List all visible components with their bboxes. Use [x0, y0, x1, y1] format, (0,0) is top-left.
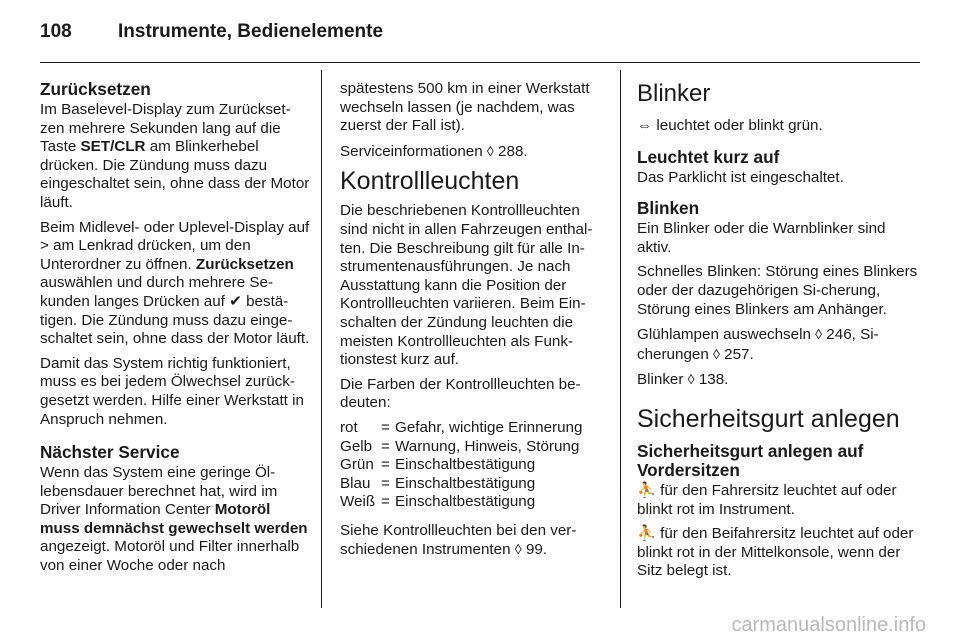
- column-3: [637, 80, 922, 587]
- paragraph-kontrollleuchten: Die beschriebenen Kontrollleuchten sind nicht in allen Fahrzeugen enthal-ten. Die Beschreibung gilt für alle In-strumentenausführungen. Je nach Ausstattung kann die Position der Kontrollleuchten variieren. Beim Ein-schalten der Zündung leuchten die meisten Kontrollleuchten als Funk-tionstest kurz auf.: [340, 202, 593, 369]
- checkmark-icon: ✔: [229, 292, 242, 310]
- column-divider-2: [620, 70, 621, 608]
- paragraph-blinker-gruen: ⇔ leuchtet oder blinkt grün.: [637, 117, 823, 134]
- page-ref-icon: ◊: [486, 142, 494, 159]
- paragraph-midlevel: Beim Midlevel- oder Uplevel-Display auf > am Lenkrad drücken, um den Unterordner zu öffnen. Zurücksetzen auswählen und durch mehrere Se-kunden langes Drücken auf ✔ bestä-tigen. Die Zündung muss dazu einge-schaltet sein, ohne dass der Motor läuft.: [40, 218, 310, 348]
- message-motoroel: Motoröl muss demnächst gewechselt werden: [40, 501, 308, 537]
- paragraph-fahrersitz: ⛹ für den Fahrersitz leuchtet auf oder blinkt rot im Instrument.: [637, 481, 897, 518]
- paragraph-serviceinfo: Serviceinformationen ◊ 288.: [340, 142, 528, 160]
- paragraph-werkstatt: spätestens 500 km in einer Werkstatt wechseln lassen (je nachdem, was zuerst der Fall ist).: [340, 80, 590, 135]
- page-ref-99[interactable]: 99: [525, 541, 543, 559]
- column-divider-1: [321, 70, 322, 608]
- seatbelt-passenger-icon: ⛹: [637, 525, 656, 543]
- page-ref-icon: ◊: [687, 371, 695, 388]
- paragraph-schnelles-blinken: Schnelles Blinken: Störung eines Blinkers oder der dazugehörigen Si-cherung, Störung eines Blinkers am Anhänger.: [637, 263, 918, 318]
- turn-signal-icon: ⇔: [637, 117, 653, 134]
- table-row: Grün = Einschaltbestätigung: [340, 456, 536, 474]
- page-ref-246[interactable]: 246: [826, 326, 852, 344]
- menu-item-zuruecksetzen: Zurücksetzen: [195, 255, 294, 273]
- heading-naechster-service: Nächster Service: [40, 442, 180, 463]
- table-row: Blau = Einschaltbestätigung: [340, 474, 536, 492]
- column-1: [40, 80, 312, 582]
- table-row: Weiß = Einschaltbestätigung: [340, 493, 536, 511]
- chevron-right-icon: >: [40, 237, 49, 255]
- page-ref-icon: ◊: [514, 541, 522, 558]
- paragraph-instrumente: Siehe Kontrollleuchten bei den ver-schiedenen Instrumenten ◊ 99.: [340, 521, 577, 559]
- paragraph-baselevel: Im Baselevel-Display zum Zurückset-zen mehrere Sekunden lang auf die Taste SET/CLR am Blinkerhebel drücken. Die Zündung muss dazu eingeschaltet sein, ohne dass der Motor läuft.: [40, 101, 310, 211]
- paragraph-warnblinker: Ein Blinker oder die Warnblinker sind aktiv.: [637, 220, 886, 256]
- paragraph-farben: Die Farben der Kontrollleuchten be-deuten:: [340, 375, 581, 412]
- paragraph-beifahrersitz: ⛹ für den Beifahrersitz leuchtet auf oder blinkt rot in der Mittelkonsole, wenn der Sitz belegt ist.: [637, 525, 914, 580]
- table-row: rot = Gefahr, wichtige Erinnerung: [340, 418, 583, 436]
- paragraph-gluehlampen: Glühlampen auswechseln ◊ 246, Si-cherungen ◊ 257.: [637, 326, 879, 363]
- colors-table: [340, 419, 582, 512]
- page-ref-icon: ◊: [815, 326, 823, 343]
- page-header: [40, 12, 920, 52]
- page-ref-icon: ◊: [713, 345, 720, 362]
- seatbelt-icon: ⛹: [637, 481, 656, 499]
- heading-gurt-vordersitze: Sicherheitsgurt anlegen auf Vordersitzen: [637, 440, 864, 480]
- page-title: Instrumente, Bedienelemente: [118, 21, 384, 42]
- watermark: carmanualsonline.info: [731, 614, 926, 636]
- key-set-clr: SET/CLR: [80, 138, 146, 156]
- paragraph-parklicht: Das Parklicht ist eingeschaltet.: [637, 168, 844, 186]
- column-2: [340, 80, 610, 566]
- page-ref-138[interactable]: 138: [698, 371, 725, 389]
- paragraph-service: Wenn das System eine geringe Öl-lebensdauer berechnet hat, wird im Driver Information Center Motoröl muss demnächst gewechselt werden angezeigt. Motoröl und Filter innerhalb von einer Woche oder nach: [40, 464, 308, 575]
- heading-sicherheitsgurt: Sicherheitsgurt anlegen: [637, 404, 900, 433]
- page-ref-288[interactable]: 288: [498, 142, 524, 160]
- paragraph-blinker-ref: Blinker ◊ 138.: [637, 371, 729, 389]
- heading-blinken: Blinken: [637, 198, 700, 219]
- page-number: 108: [40, 21, 72, 42]
- header-rule: [40, 62, 920, 63]
- paragraph-oelwechsel: Damit das System richtig funktioniert, muss es bei jedem Ölwechsel zurück-gesetzt werden. Hilfe einer Werkstatt in Anspruch nehmen.: [40, 354, 304, 428]
- heading-kontrollleuchten: Kontrollleuchten: [340, 167, 520, 196]
- heading-blinker: Blinker: [637, 80, 711, 107]
- page-ref-257[interactable]: 257: [724, 345, 750, 363]
- table-row: Gelb = Warnung, Hinweis, Störung: [340, 437, 580, 455]
- heading-zuruecksetzen: Zurücksetzen: [40, 79, 151, 99]
- heading-leuchtet-kurz: Leuchtet kurz auf: [637, 146, 780, 167]
